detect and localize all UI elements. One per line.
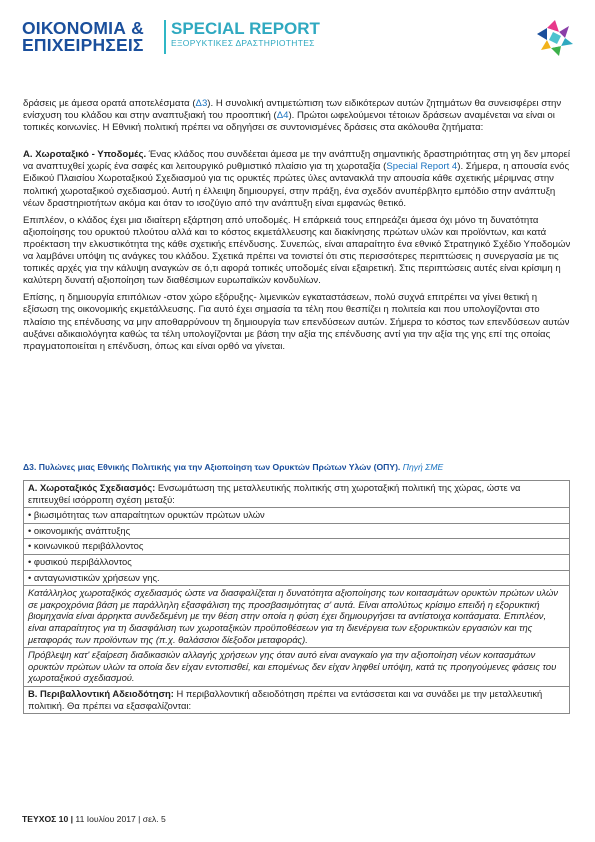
table-row xyxy=(24,570,570,586)
table-row xyxy=(24,686,570,713)
italic-note-cell: Πρόβλεψη κατ' εξαίρεση διαδικασιών αλλαγής χρήσεων γης όταν αυτό είναι αναγκαίο για την αξιοποίηση νέων κοιτασμάτων ορυκτών πρώτων υλών τα οποία δεν είχαν εντοπισθεί, και επομένως δεν είχαν ληφθεί υπόψη, κατά τις προηγούμενες φάσεις του χωροταξικού σχεδιασμού. xyxy=(24,648,570,687)
table-row xyxy=(24,539,570,555)
text-span: ). Πρώτοι ωφελούμενοι τέτοιων δράσεων αναμένεται να είναι οι τοπικές κοινωνίες. Η Εθνική πολιτική πρέπει να οδηγήσει σε συντονισμένες δράσεις στα ακόλουθα ζητήματα: xyxy=(23,110,555,134)
table-row xyxy=(24,648,570,687)
text-span: ). Η συνολική αντιμετώπιση των ειδικότερων αυτών ζητημάτων θα συνεισφέρει στην ενίσχυση του κλάδου και στην αναπτυξιακή του προοπτική ( xyxy=(23,98,562,122)
report-heading xyxy=(171,19,320,49)
paragraph-intro xyxy=(23,98,573,134)
report-title: SPECIAL REPORT xyxy=(171,19,320,38)
text-span: Ένας κλάδος που συνδέεται άμεσα με την ανάπτυξη σημαντικής δραστηριότητας στη γη δεν μπορεί να αναπτυχθεί χωρίς ένα σαφές και λειτουργικό ρυθμιστικό πλαίσιο για τη χωροταξία ( xyxy=(23,149,570,173)
italic-note-cell: Κατάλληλος χωροταξικός σχεδιασμός ώστε να διασφαλίζεται η δυνατότητα αξιοποίησης των κοιτασμάτων ορυκτών πρώτων υλών σε μακροχρόνια βάση με παράλληλη εξασφάλιση της προσβασιμότητας σ' αυτά. Είναι απολύτως κρίσιμο επειδή η εξορυκτική βιομηχανία είναι άρρηκτα συνδεδεμένη με την θέση στην οποία η φύση έχει δημιουργήσει τα αντίστοιχα κοιτάσματα. Επιπλέον, είναι απαραίτητος για τη διασφάλιση των χωροταξικών προϋποθέσεων για τη διενέργεια των εξορυκτικών εργασιών και της μεταφοράς των προϊόντων της (π.χ. θαλάσσιοι δίεξοδοι μεταφοράς). xyxy=(24,586,570,648)
text-span: ). Σήμερα, η απουσία ενός Ειδικού Πλαισίου Χωροταξικού Σχεδιασμού για τις ορυκτές πρώτες ύλες αντανακλά την απουσία κάθε σχετικής μέριμνας στην πολιτική χωροταξικού σχεδιασμού. Αυτή η έλλειψη δημιουργεί, στην πράξη, ένα σχεδόν ανυπέρβλητο εμπόδιο στην ανάπτυξη νέων δραστηριοτήτων ακόμα και όταν το ισοζύγιο από την ανάπτυξη είναι εμφανώς θετικό. xyxy=(23,161,570,209)
pillar-heading-a: Α. Χωροταξικός Σχεδιασμός: xyxy=(28,482,156,493)
bullet-cell: • κοινωνικού περιβάλλοντος xyxy=(24,539,570,555)
paragraph-infrastructure: Επιπλέον, ο κλάδος έχει μια ιδιαίτερη εξάρτηση από υποδομές. Η επάρκειά τους επηρεάζει άμεσα όχι μόνο τη δυνατότητα αξιοποίησης του ορυκτού πλούτου αλλά και το κόστος εκμετάλλευσης και διακίνησης πρώτων υλών και προϊόντων, και κατά προέκταση την ελκυστικότητα της κάθε σχετικής επένδυσης. Συνεπώς, είναι απαραίτητο ένα εθνικό Στρατηγικό Σχέδιο Υποδομών να λαμβάνει υπόψη τις ανάγκες του κλάδου. Σχετικά πρέπει να τονιστεί ότι στις περισσότερες περιπτώσεις η συνεργασία με τις τοπικές αρχές για την κάλυψη αναγκών σε ό,τι αφορά τοπικές υποδομές είναι εξαιρετική. Στις περιπτώσεις αυτές είναι κρίσιμη η καλύτερη δυνατή αξιοποίηση των διαθέσιμων ευρωπαϊκών κονδυλίων. xyxy=(23,214,571,287)
text-span: δράσεις με άμεσα ορατά αποτελέσματα ( xyxy=(23,98,196,109)
text-span: Ενσωμάτωση της μεταλλευτικής πολιτικής στη χωροταξική πολιτική της χώρας, ώστε να επιτευχθεί ισόρροπη σχέση μεταξύ: xyxy=(28,482,521,505)
table-row xyxy=(24,523,570,539)
table-caption xyxy=(23,462,443,472)
figure-reference-d4[interactable]: Δ4 xyxy=(276,110,289,122)
logo-line-1: ΟΙΚΟΝΟΜΙΑ & xyxy=(22,18,144,38)
table-cell xyxy=(24,481,570,508)
issue-number: ΤΕΥΧΟΣ 10 xyxy=(22,814,69,824)
bullet-cell: • βιωσιμότητας των απαραίτητων ορυκτών πρώτων υλών xyxy=(24,508,570,524)
bullet-cell: • φυσικού περιβάλλοντος xyxy=(24,554,570,570)
paragraph-port-facilities: Επίσης, η δημιουργία επιπόλιων -στον χώρο εξόρυξης- λιμενικών εγκαταστάσεων, πολύ συχνά επιτρέπει να γίνει θετική η εξίσωση της οικονομικής εκμετάλλευσης. Για αυτό έχει σημασία τα τέλη που θεσπίζει η πολιτεία και που υπολογίζονται στο πλαίσιο της επένδυσης να μην αποθαρρύνουν τη δημιουργία των επενδύσεων αυτών. Σήμερα το κόστος των επενδύσεων αυτών αυξάνει αδικαιολόγητα καθώς τα τέλη υπολογίζονται με βάση την αξία της επένδυσης αντί για την αξία της γης επί της οποίας πραγματοποιείται η επένδυση, όπως και είναι ορθό να γίνεται. xyxy=(23,292,570,352)
article-body xyxy=(23,98,573,358)
page-number: | σελ. 5 xyxy=(135,814,166,824)
logo-divider xyxy=(164,20,166,54)
issue-date: 11 Ιουλίου 2017 xyxy=(75,814,136,824)
footer-separator: | xyxy=(68,814,76,824)
section-heading-a: Α. Χωροταξικό - Υποδομές. xyxy=(23,149,147,161)
logo-line-2: ΕΠΙΧΕΙΡΗΣΕΙΣ xyxy=(22,35,144,55)
table-row xyxy=(24,586,570,648)
bullet-cell: • οικονομικής ανάπτυξης xyxy=(24,523,570,539)
geometric-star-logo-icon xyxy=(535,18,575,58)
table-title: Δ3. Πυλώνες μιας Εθνικής Πολιτικής για την Αξιοποίηση των Ορυκτών Πρώτων Υλών (ΟΠΥ). xyxy=(23,462,401,472)
table-row xyxy=(24,508,570,524)
pillar-heading-b: Β. Περιβαλλοντική Αδειοδότηση: xyxy=(28,687,174,699)
text-span: Η περιβαλλοντική αδειοδότηση πρέπει να εντάσσεται και να συνάδει με την μεταλλευτική πολιτική. Θα πρέπει να εξασφαλίζονται: xyxy=(28,687,543,711)
publication-logo xyxy=(22,20,144,54)
table-row xyxy=(24,554,570,570)
table-source: Πηγή ΣΜΕ xyxy=(402,462,444,472)
table-cell xyxy=(24,686,570,713)
report-subtitle: ΕΞΟΡΥΚΤΙΚΕΣ ΔΡΑΣΤΗΡΙΟΤΗΤΕΣ xyxy=(171,38,315,48)
table-row xyxy=(24,481,570,508)
special-report-reference[interactable]: Special Report 4 xyxy=(386,161,458,173)
page-footer xyxy=(22,814,166,824)
figure-reference-d3[interactable]: Δ3 xyxy=(195,98,208,109)
paragraph-spatial-planning xyxy=(23,149,573,209)
policy-pillars-table xyxy=(23,480,570,714)
page-header xyxy=(0,0,595,60)
bullet-cell: • ανταγωνιστικών χρήσεων γης. xyxy=(24,570,570,586)
